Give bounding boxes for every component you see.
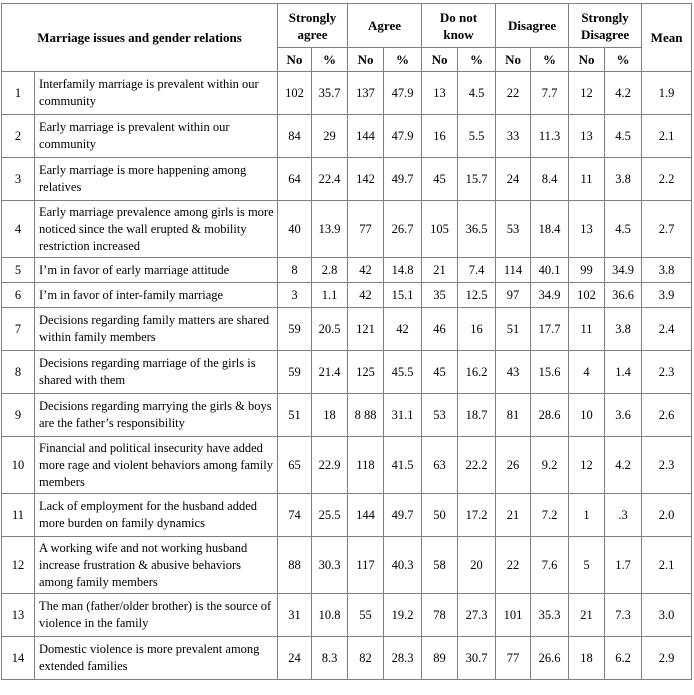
table-row: [2, 537, 692, 594]
cell-count: 53: [422, 394, 458, 437]
row-index: 12: [2, 537, 35, 594]
row-statement: Early marriage is prevalent within our community: [35, 115, 278, 158]
cell-mean: 2.0: [642, 494, 692, 537]
cell-percent: 45.5: [384, 351, 422, 394]
cell-percent: 35.7: [312, 72, 348, 115]
cell-count: 13: [569, 201, 605, 258]
cell-count: 59: [278, 308, 312, 351]
cell-count: 84: [278, 115, 312, 158]
cell-count: 55: [348, 594, 384, 637]
cell-percent: 42: [384, 308, 422, 351]
cell-percent: 29: [312, 115, 348, 158]
cell-count: 26: [496, 437, 531, 494]
cell-percent: 3.8: [605, 158, 642, 201]
cell-count: 77: [348, 201, 384, 258]
cell-count: 45: [422, 351, 458, 394]
cell-percent: 36.6: [605, 283, 642, 308]
cell-percent: 17.7: [531, 308, 569, 351]
row-index: 9: [2, 394, 35, 437]
row-statement: Financial and political insecurity have added more rage and violent behaviors among family members: [35, 437, 278, 494]
cell-count: 99: [569, 258, 605, 283]
cell-count: 40: [278, 201, 312, 258]
cell-percent: 16.2: [458, 351, 496, 394]
header-agree: Agree: [348, 4, 422, 48]
table-row: [2, 283, 692, 308]
cell-percent: 4.2: [605, 437, 642, 494]
cell-count: 21: [496, 494, 531, 537]
cell-count: 12: [569, 72, 605, 115]
cell-percent: 21.4: [312, 351, 348, 394]
cell-count: 137: [348, 72, 384, 115]
cell-count: 50: [422, 494, 458, 537]
row-index: 8: [2, 351, 35, 394]
cell-count: 51: [496, 308, 531, 351]
cell-count: 11: [569, 308, 605, 351]
cell-count: 45: [422, 158, 458, 201]
cell-count: 51: [278, 394, 312, 437]
row-statement: The man (father/older brother) is the source of violence in the family: [35, 594, 278, 637]
cell-percent: .3: [605, 494, 642, 537]
cell-percent: 34.9: [605, 258, 642, 283]
row-statement: Decisions regarding marriage of the girls is shared with them: [35, 351, 278, 394]
cell-percent: 7.6: [531, 537, 569, 594]
cell-mean: 2.4: [642, 308, 692, 351]
cell-count: 8: [278, 258, 312, 283]
header-mean: Mean: [642, 4, 692, 72]
row-statement: A working wife and not working husband increase frustration & abusive behaviors among family members: [35, 537, 278, 594]
cell-percent: 20: [458, 537, 496, 594]
cell-percent: 11.3: [531, 115, 569, 158]
row-index: 13: [2, 594, 35, 637]
table-row: [2, 158, 692, 201]
cell-percent: 25.5: [312, 494, 348, 537]
cell-count: 64: [278, 158, 312, 201]
cell-count: 35: [422, 283, 458, 308]
cell-count: 4: [569, 351, 605, 394]
cell-count: 22: [496, 537, 531, 594]
cell-percent: 19.2: [384, 594, 422, 637]
cell-percent: 20.5: [312, 308, 348, 351]
row-statement: I’m in favor of inter-family marriage: [35, 283, 278, 308]
cell-mean: 2.6: [642, 394, 692, 437]
cell-count: 121: [348, 308, 384, 351]
cell-percent: 47.9: [384, 115, 422, 158]
cell-count: 63: [422, 437, 458, 494]
subheader-no: No: [422, 48, 458, 72]
cell-percent: 47.9: [384, 72, 422, 115]
cell-percent: 9.2: [531, 437, 569, 494]
cell-percent: 1.7: [605, 537, 642, 594]
cell-percent: 17.2: [458, 494, 496, 537]
cell-count: 33: [496, 115, 531, 158]
header-strongly-agree: Strongly agree: [278, 4, 348, 48]
cell-percent: 7.3: [605, 594, 642, 637]
cell-percent: 16: [458, 308, 496, 351]
cell-count: 74: [278, 494, 312, 537]
subheader-no: No: [569, 48, 605, 72]
cell-percent: 22.4: [312, 158, 348, 201]
subheader-percent: %: [605, 48, 642, 72]
cell-mean: 2.2: [642, 158, 692, 201]
row-index: 4: [2, 201, 35, 258]
table-row: [2, 115, 692, 158]
cell-percent: 12.5: [458, 283, 496, 308]
cell-count: 82: [348, 637, 384, 680]
cell-count: 97: [496, 283, 531, 308]
cell-count: 16: [422, 115, 458, 158]
cell-percent: 18.4: [531, 201, 569, 258]
cell-count: 46: [422, 308, 458, 351]
table-title: Marriage issues and gender relations: [2, 4, 278, 72]
cell-count: 21: [569, 594, 605, 637]
cell-count: 22: [496, 72, 531, 115]
cell-percent: 15.7: [458, 158, 496, 201]
cell-count: 24: [278, 637, 312, 680]
cell-percent: 13.9: [312, 201, 348, 258]
cell-count: 78: [422, 594, 458, 637]
cell-percent: 4.5: [458, 72, 496, 115]
row-statement: Decisions regarding family matters are shared within family members: [35, 308, 278, 351]
cell-mean: 3.0: [642, 594, 692, 637]
subheader-percent: %: [384, 48, 422, 72]
cell-percent: 26.7: [384, 201, 422, 258]
cell-count: 117: [348, 537, 384, 594]
cell-percent: 1.1: [312, 283, 348, 308]
cell-percent: 4.2: [605, 72, 642, 115]
table-row: [2, 72, 692, 115]
cell-count: 142: [348, 158, 384, 201]
cell-percent: 10.8: [312, 594, 348, 637]
cell-percent: 18: [312, 394, 348, 437]
subheader-no: No: [496, 48, 531, 72]
row-statement: Decisions regarding marrying the girls & boys are the father’s responsibility: [35, 394, 278, 437]
cell-percent: 28.3: [384, 637, 422, 680]
cell-percent: 28.6: [531, 394, 569, 437]
subheader-no: No: [348, 48, 384, 72]
table-row: [2, 201, 692, 258]
cell-count: 5: [569, 537, 605, 594]
cell-count: 105: [422, 201, 458, 258]
subheader-percent: %: [531, 48, 569, 72]
row-statement: Early marriage is more happening among relatives: [35, 158, 278, 201]
cell-percent: 6.2: [605, 637, 642, 680]
cell-percent: 8.4: [531, 158, 569, 201]
table-row: [2, 437, 692, 494]
row-statement: Domestic violence is more prevalent among extended families: [35, 637, 278, 680]
row-index: 7: [2, 308, 35, 351]
header-do-not-know: Do not know: [422, 4, 496, 48]
cell-count: 58: [422, 537, 458, 594]
cell-count: 31: [278, 594, 312, 637]
cell-mean: 3.9: [642, 283, 692, 308]
cell-percent: 49.7: [384, 158, 422, 201]
row-index: 10: [2, 437, 35, 494]
cell-mean: 3.8: [642, 258, 692, 283]
cell-count: 114: [496, 258, 531, 283]
cell-percent: 5.5: [458, 115, 496, 158]
cell-mean: 1.9: [642, 72, 692, 115]
row-index: 3: [2, 158, 35, 201]
subheader-percent: %: [312, 48, 348, 72]
cell-percent: 40.1: [531, 258, 569, 283]
cell-percent: 30.7: [458, 637, 496, 680]
cell-percent: 4.5: [605, 115, 642, 158]
cell-percent: 27.3: [458, 594, 496, 637]
cell-count: 118: [348, 437, 384, 494]
table-row: [2, 494, 692, 537]
cell-percent: 31.1: [384, 394, 422, 437]
row-index: 6: [2, 283, 35, 308]
cell-count: 125: [348, 351, 384, 394]
table-row: [2, 351, 692, 394]
cell-count: 10: [569, 394, 605, 437]
cell-percent: 30.3: [312, 537, 348, 594]
cell-count: 11: [569, 158, 605, 201]
table-row: [2, 308, 692, 351]
cell-percent: 1.4: [605, 351, 642, 394]
cell-count: 13: [422, 72, 458, 115]
cell-count: 81: [496, 394, 531, 437]
cell-percent: 7.7: [531, 72, 569, 115]
cell-mean: 2.3: [642, 351, 692, 394]
cell-count: 12: [569, 437, 605, 494]
cell-count: 102: [569, 283, 605, 308]
cell-count: 59: [278, 351, 312, 394]
header-disagree: Disagree: [496, 4, 569, 48]
row-index: 2: [2, 115, 35, 158]
survey-table: [1, 3, 692, 680]
cell-percent: 22.2: [458, 437, 496, 494]
cell-count: 21: [422, 258, 458, 283]
cell-percent: 26.6: [531, 637, 569, 680]
cell-percent: 18.7: [458, 394, 496, 437]
cell-count: 18: [569, 637, 605, 680]
cell-percent: 34.9: [531, 283, 569, 308]
cell-percent: 41.5: [384, 437, 422, 494]
table-row: [2, 637, 692, 680]
cell-percent: 7.4: [458, 258, 496, 283]
cell-percent: 40.3: [384, 537, 422, 594]
cell-mean: 2.1: [642, 537, 692, 594]
cell-count: 144: [348, 494, 384, 537]
cell-percent: 4.5: [605, 201, 642, 258]
cell-percent: 15.1: [384, 283, 422, 308]
row-index: 14: [2, 637, 35, 680]
row-statement: Interfamily marriage is prevalent within our community: [35, 72, 278, 115]
cell-percent: 36.5: [458, 201, 496, 258]
cell-mean: 2.7: [642, 201, 692, 258]
cell-mean: 2.3: [642, 437, 692, 494]
subheader-percent: %: [458, 48, 496, 72]
cell-count: 1: [569, 494, 605, 537]
cell-percent: 3.8: [605, 308, 642, 351]
table-row: [2, 394, 692, 437]
cell-percent: 15.6: [531, 351, 569, 394]
header-strongly-disagree: Strongly Disagree: [569, 4, 642, 48]
table-row: [2, 258, 692, 283]
cell-count: 42: [348, 283, 384, 308]
cell-percent: 22.9: [312, 437, 348, 494]
table-row: [2, 594, 692, 637]
cell-count: 8 88: [348, 394, 384, 437]
cell-percent: 2.8: [312, 258, 348, 283]
cell-count: 88: [278, 537, 312, 594]
cell-count: 102: [278, 72, 312, 115]
cell-percent: 7.2: [531, 494, 569, 537]
cell-percent: 14.8: [384, 258, 422, 283]
subheader-no: No: [278, 48, 312, 72]
cell-percent: 49.7: [384, 494, 422, 537]
cell-count: 3: [278, 283, 312, 308]
cell-count: 89: [422, 637, 458, 680]
cell-count: 101: [496, 594, 531, 637]
cell-count: 42: [348, 258, 384, 283]
cell-count: 13: [569, 115, 605, 158]
row-index: 1: [2, 72, 35, 115]
cell-mean: 2.1: [642, 115, 692, 158]
cell-percent: 35.3: [531, 594, 569, 637]
cell-count: 43: [496, 351, 531, 394]
cell-count: 24: [496, 158, 531, 201]
row-statement: Lack of employment for the husband added more burden on family dynamics: [35, 494, 278, 537]
row-index: 11: [2, 494, 35, 537]
row-statement: I’m in favor of early marriage attitude: [35, 258, 278, 283]
row-statement: Early marriage prevalence among girls is more noticed since the wall erupted & mobility restriction increased: [35, 201, 278, 258]
cell-percent: 8.3: [312, 637, 348, 680]
cell-count: 144: [348, 115, 384, 158]
cell-mean: 2.9: [642, 637, 692, 680]
cell-count: 65: [278, 437, 312, 494]
cell-count: 53: [496, 201, 531, 258]
cell-count: 77: [496, 637, 531, 680]
cell-percent: 3.6: [605, 394, 642, 437]
row-index: 5: [2, 258, 35, 283]
